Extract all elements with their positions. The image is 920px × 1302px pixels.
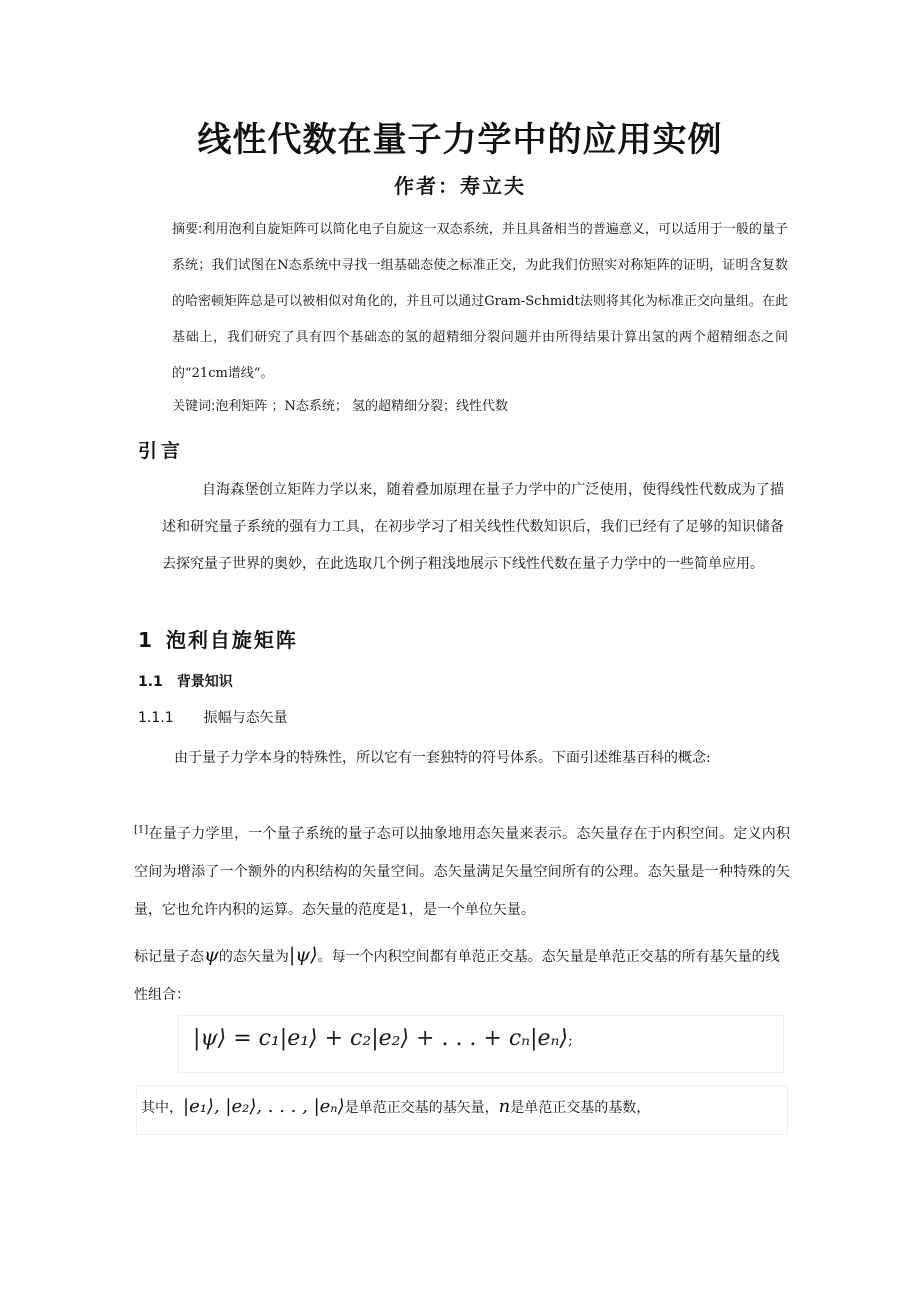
subsubsection-title: 振幅与态矢量 (203, 710, 288, 726)
keywords-text: 泡利矩阵 ；N态系统； 氢的超精细分裂；线性代数 (215, 399, 509, 414)
definition-paragraph (134, 815, 790, 929)
subsection-title: 背景知识 (176, 674, 233, 690)
definition-text-2c: 。每一个内积空间都有单范正交基。态矢量是单范正交基的所有基矢量的线性组合： (134, 949, 780, 1003)
section-number: 1 (138, 628, 154, 652)
equation-box (178, 1015, 784, 1073)
wiki-intro-paragraph: 由于量子力学本身的特殊性，所以它有一套独特的符号体系。下面引述维基百科的概念: (174, 750, 711, 766)
subsection-number: 1.1 (138, 674, 163, 690)
section-1-heading (138, 624, 298, 653)
intro-paragraph: 自海森堡创立矩阵力学以来，随着叠加原理在量子力学中的广泛使用，使得线性代数成为了描述和研究量子系统的强有力工具，在初步学习了相关线性代数知识后，我们已经有了足够的知识储备去探究量子世界的奥妙，在此选取几个例子粗浅地展示下线性代数在量子力学中的一些简单应用。 (162, 482, 784, 572)
abstract (172, 212, 788, 392)
where-prefix: 其中， (141, 1100, 183, 1116)
definition-paragraph-2 (134, 936, 790, 1014)
ket-psi: |ψ⟩ (288, 944, 318, 966)
state-vector-equation (193, 1026, 573, 1051)
paper-title: 线性代数在量子力学中的应用实例 (197, 120, 723, 160)
n-symbol: n (498, 1096, 511, 1117)
keywords (172, 395, 788, 419)
section-title: 泡利自旋矩阵 (165, 628, 298, 652)
section-1-1-heading (138, 671, 233, 691)
abstract-label: 摘要: (172, 222, 203, 237)
definition-text-2b: 的态矢量为 (218, 949, 289, 965)
section-1-1-1-heading (138, 707, 288, 727)
intro-heading: 引言 (138, 440, 185, 462)
psi-symbol: ψ (204, 944, 219, 966)
where-suffix: 是单范正交基的基数， (510, 1100, 651, 1116)
basis-vectors: |e₁⟩, |e₂⟩, . . . , |eₙ⟩ (183, 1096, 345, 1117)
subsubsection-number: 1.1.1 (138, 710, 174, 726)
definition-text-2a: 标记量子态 (134, 949, 204, 965)
where-mid: 是单范正交基的基矢量， (344, 1100, 499, 1116)
where-box (136, 1085, 788, 1135)
abstract-text: 利用泡利自旋矩阵可以简化电子自旋这一双态系统，并且具备相当的普遍意义，可以适用于一般的量子系统；我们试图在N态系统中寻找一组基础态使之标准正交，为此我们仿照实对称矩阵的证明，证明含复数的哈密顿矩阵总是可以被相似对角化的，并且可以通过Gram-Schmidt法则将其化为标准正交向量组。在此基础上，我们研究了具有四个基础态的氢的超精细分裂问题并由所得结果计算出氢的两个超精细态之间的“21cm谱线“。 (172, 222, 788, 381)
author-line: 作者：寿立夫 (394, 174, 526, 198)
equation-expression: |ψ⟩ = c₁|e₁⟩ + c₂|e₂⟩ + . . . + cₙ|eₙ⟩ (193, 1026, 569, 1051)
equation-terminator: ; (568, 1033, 573, 1049)
citation-marker: [1] (134, 824, 149, 836)
keywords-label: 关键词: (172, 399, 216, 414)
where-line (141, 1096, 650, 1117)
definition-text: 在量子力学里，一个量子系统的量子态可以抽象地用态矢量来表示。态矢量存在于内积空间。定义内积空间为增添了一个额外的内积结构的矢量空间。态矢量满足矢量空间所有的公理。态矢量是一种特殊的矢量，它也允许内积的运算。态矢量的范度是1，是一个单位矢量。 (134, 826, 790, 918)
